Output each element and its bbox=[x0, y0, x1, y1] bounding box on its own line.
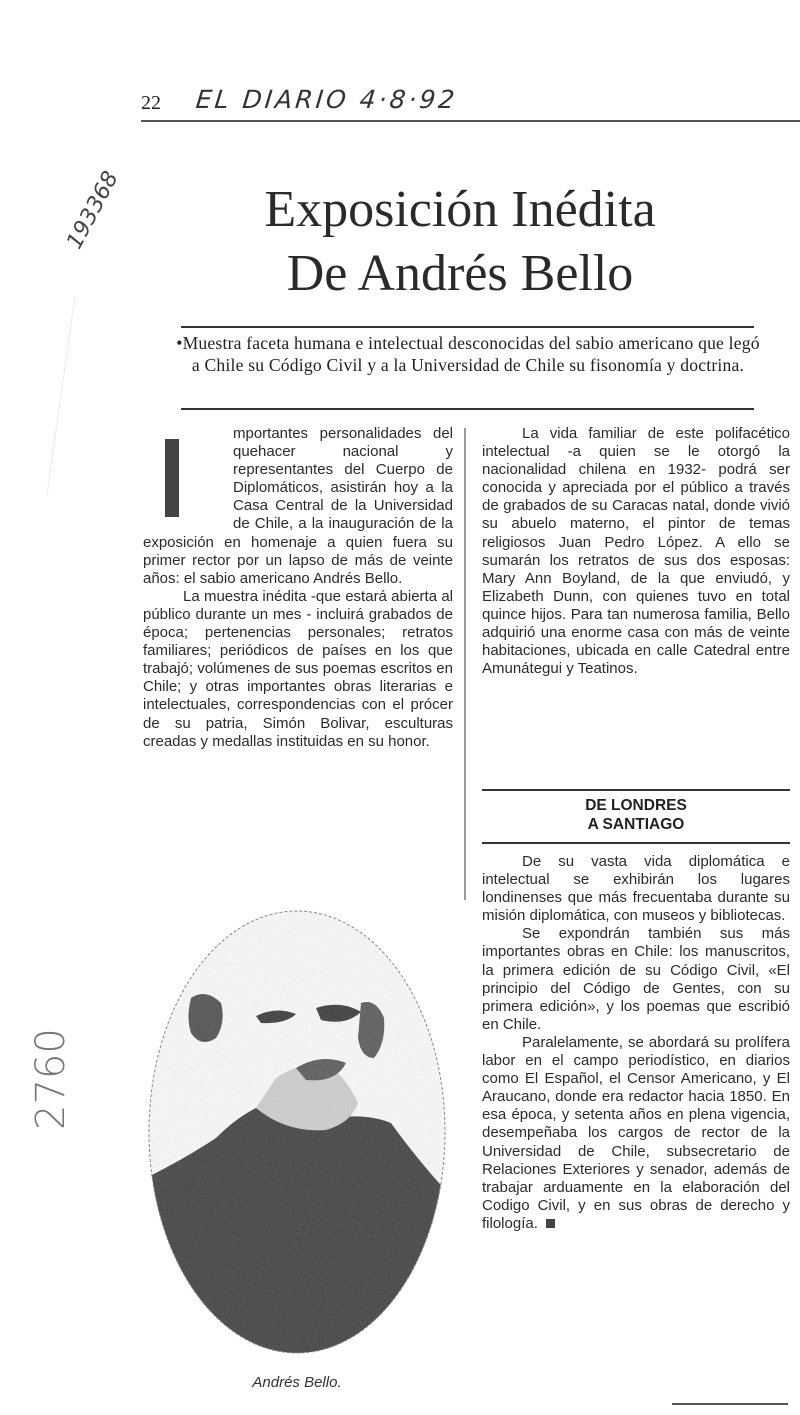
subheading bbox=[482, 796, 790, 834]
subhead-rule-top bbox=[482, 789, 790, 791]
right-column bbox=[482, 425, 790, 678]
left-column bbox=[143, 425, 453, 751]
end-rule bbox=[672, 1403, 788, 1405]
margin-note-bottom-text: 2760 bbox=[28, 1028, 74, 1130]
deck-summary: •Muestra faceta humana e intelectual desconocidas del sabio americano que legó a Chile su Código Civil y a la Universidad de Chile su fisonomía y doctrina. bbox=[176, 333, 760, 375]
deck-rule-top bbox=[181, 326, 754, 328]
section-2-paragraph-3: Paralelamente, se abordará su prolífera labor en el campo periodístico, en diarios como El Español, el Censor Americano, y El Araucano, donde era redactor hacia 1850. En esa época, y setenta años en plena vigencia, desempeñaba los cargos de rector de la Universidad de Chile, subsecretario de Relaciones Exteriores y senador, además de trabajar arduamente en la elaboración del Codigo Civil, y en sus obras de derecho y filología. bbox=[482, 1033, 790, 1232]
headline bbox=[160, 178, 760, 306]
section-2-column bbox=[482, 853, 790, 1233]
margin-note-top-text: 193368 bbox=[62, 167, 124, 254]
right-paragraph-1: La vida familiar de este polifacético intelectual -a quien se le otorgó la nacionalidad chilena en 1932- podrá ser conocida y apreciada por el público a través de grabados de su Caracas natal, donde vivió su abuelo materno, el pintor de temas religiosos Juan Pedro López. A ello se sumarán los retratos de sus dos esposas: Mary Ann Boyland, de la que enviudó, y Elizabeth Dunn, con quienes tuvo en total quince hijos. Para tan numerosa familia, Bello adquirió una enorme casa con más de veinte habitaciones, ubicada en calle Catedral entre Amunátegui y Teatinos. bbox=[482, 425, 790, 678]
deck-rule-bottom bbox=[181, 408, 754, 410]
left-paragraph-1: mportantes personalidades del quehacer nacional y representantes del Cuerpo de Diplomáticos, asistirán hoy a la Casa Central de la Universidad de Chile, a la inauguración de la exposición en homenaje a quien fuera su primer rector por un lapso de más de veinte años: el sabio americano Andrés Bello. bbox=[143, 425, 453, 587]
headline-line-2: De Andrés Bello bbox=[286, 245, 634, 302]
section-2-paragraph-1: De su vasta vida diplomática e intelectual se exhibirán los lugares londinenses que más frecuentaba durante su misión diplomática, con museos y bibliotecas. bbox=[482, 853, 790, 925]
left-paragraph-2: La muestra inédita -que estará abierta al público durante un mes - incluirá grabados de época; pertenencias personales; retratos familiares; periódicos de países en los que trabajó; volúmenes de sus poemas escritos en Chile; y otras importantes obras literarias e intelectuales, correspondencias con el prócer de su patria, Simón Bolivar, esculturas creadas y medallas instituidas en su honor. bbox=[143, 587, 453, 750]
portrait-photo-andres-bello bbox=[146, 908, 448, 1356]
end-of-article-square-icon bbox=[546, 1219, 555, 1228]
handwritten-source-date: EL DIARIO 4·8·92 bbox=[194, 85, 459, 114]
faint-pencil-mark bbox=[46, 297, 124, 502]
headline-line-1: Exposición Inédita bbox=[264, 181, 656, 238]
section-2-paragraph-2: Se expondrán también sus más importantes obras en Chile: los manuscritos, la primera edición de su Código Civil, «El principio del Código de Gentes, con su primera edición», y los poemas que escribió en Chile. bbox=[482, 925, 790, 1033]
subheading-line-1: DE LONDRES bbox=[585, 797, 687, 814]
drop-cap-i bbox=[165, 439, 179, 517]
subheading-line-2: A SANTIAGO bbox=[587, 816, 685, 833]
subhead-rule-bottom bbox=[482, 842, 790, 844]
photo-caption: Andrés Bello. bbox=[252, 1374, 342, 1391]
column-divider bbox=[464, 428, 466, 900]
page-number: 22 bbox=[141, 92, 161, 114]
header-rule bbox=[141, 120, 800, 122]
